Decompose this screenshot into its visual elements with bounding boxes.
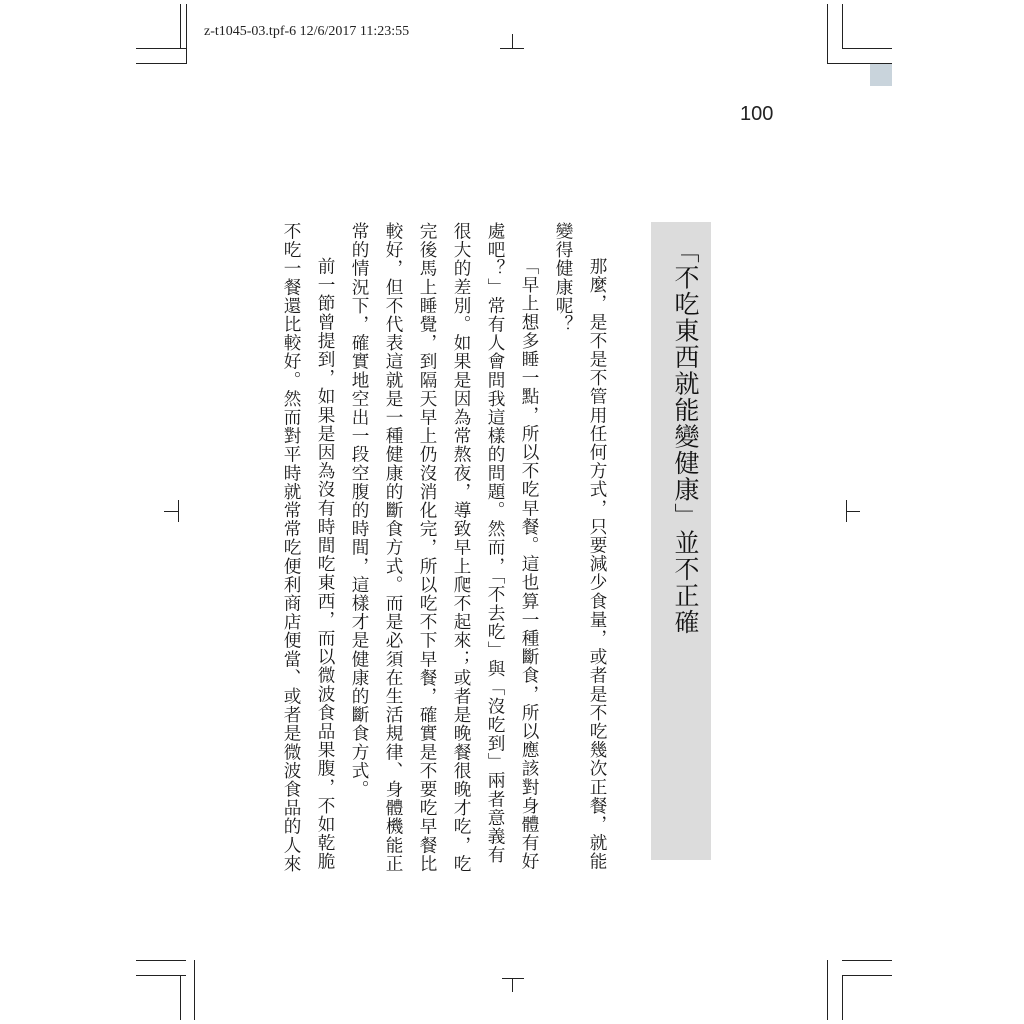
crop-mark (136, 960, 186, 961)
page-number: 100 (740, 103, 774, 125)
crop-mark (194, 960, 195, 1020)
body-text (274, 222, 614, 882)
crop-mark (842, 48, 892, 49)
crop-mark (842, 975, 892, 976)
registration-mark (502, 978, 524, 979)
registration-mark (164, 511, 178, 512)
registration-mark (512, 978, 513, 992)
crop-mark (136, 975, 186, 976)
paragraph: 那麼，是不是不管用任何方式，只要減少食量，或者是不吃幾次正餐，就能變得健康呢？ (553, 222, 607, 871)
print-file-info: z-t1045-03.tpf-6 12/6/2017 11:23:55 (204, 24, 410, 39)
paragraph: 前一節曾提到，如果是因為沒有時間吃東西，而以微波食品果腹，不如乾脆不吃一餐還比較好。然而對平時就常常吃便利商店便當、或者是微波食品的人來 (281, 222, 335, 873)
crop-mark (180, 4, 181, 48)
crop-mark (842, 960, 892, 961)
crop-mark (842, 4, 843, 48)
crop-mark (180, 975, 181, 1020)
crop-mark (827, 4, 828, 64)
crop-mark (842, 975, 843, 1020)
registration-mark (500, 48, 524, 49)
registration-mark (512, 34, 513, 48)
crop-mark (136, 63, 186, 64)
section-title: 「不吃東西就能變健康」並不正確 (671, 238, 700, 636)
color-swatch (870, 64, 892, 86)
crop-mark (186, 4, 187, 64)
crop-mark (827, 960, 828, 1020)
crop-mark (136, 48, 186, 49)
registration-mark (846, 511, 860, 512)
registration-mark (178, 500, 179, 522)
paragraph: 「早上想多睡一點，所以不吃早餐。這也算一種斷食，所以應該對身體有好處吧？」常有人會問我這樣的問題。然而，「不去吃」與「沒吃到」兩者意義有很大的差別。如果是因為常熬夜，導致早上爬不起來；或者是晚餐很晚才吃，吃完後馬上睡覺，到隔天早上仍沒消化完，所以吃不下早餐，確實是不要吃早餐比較好，但不代表這就是一種健康的斷食方式。而是必須在生活規律、身體機能正常的情況下，確實地空出一段空腹的時間，這樣才是健康的斷食方式。 (349, 222, 539, 873)
